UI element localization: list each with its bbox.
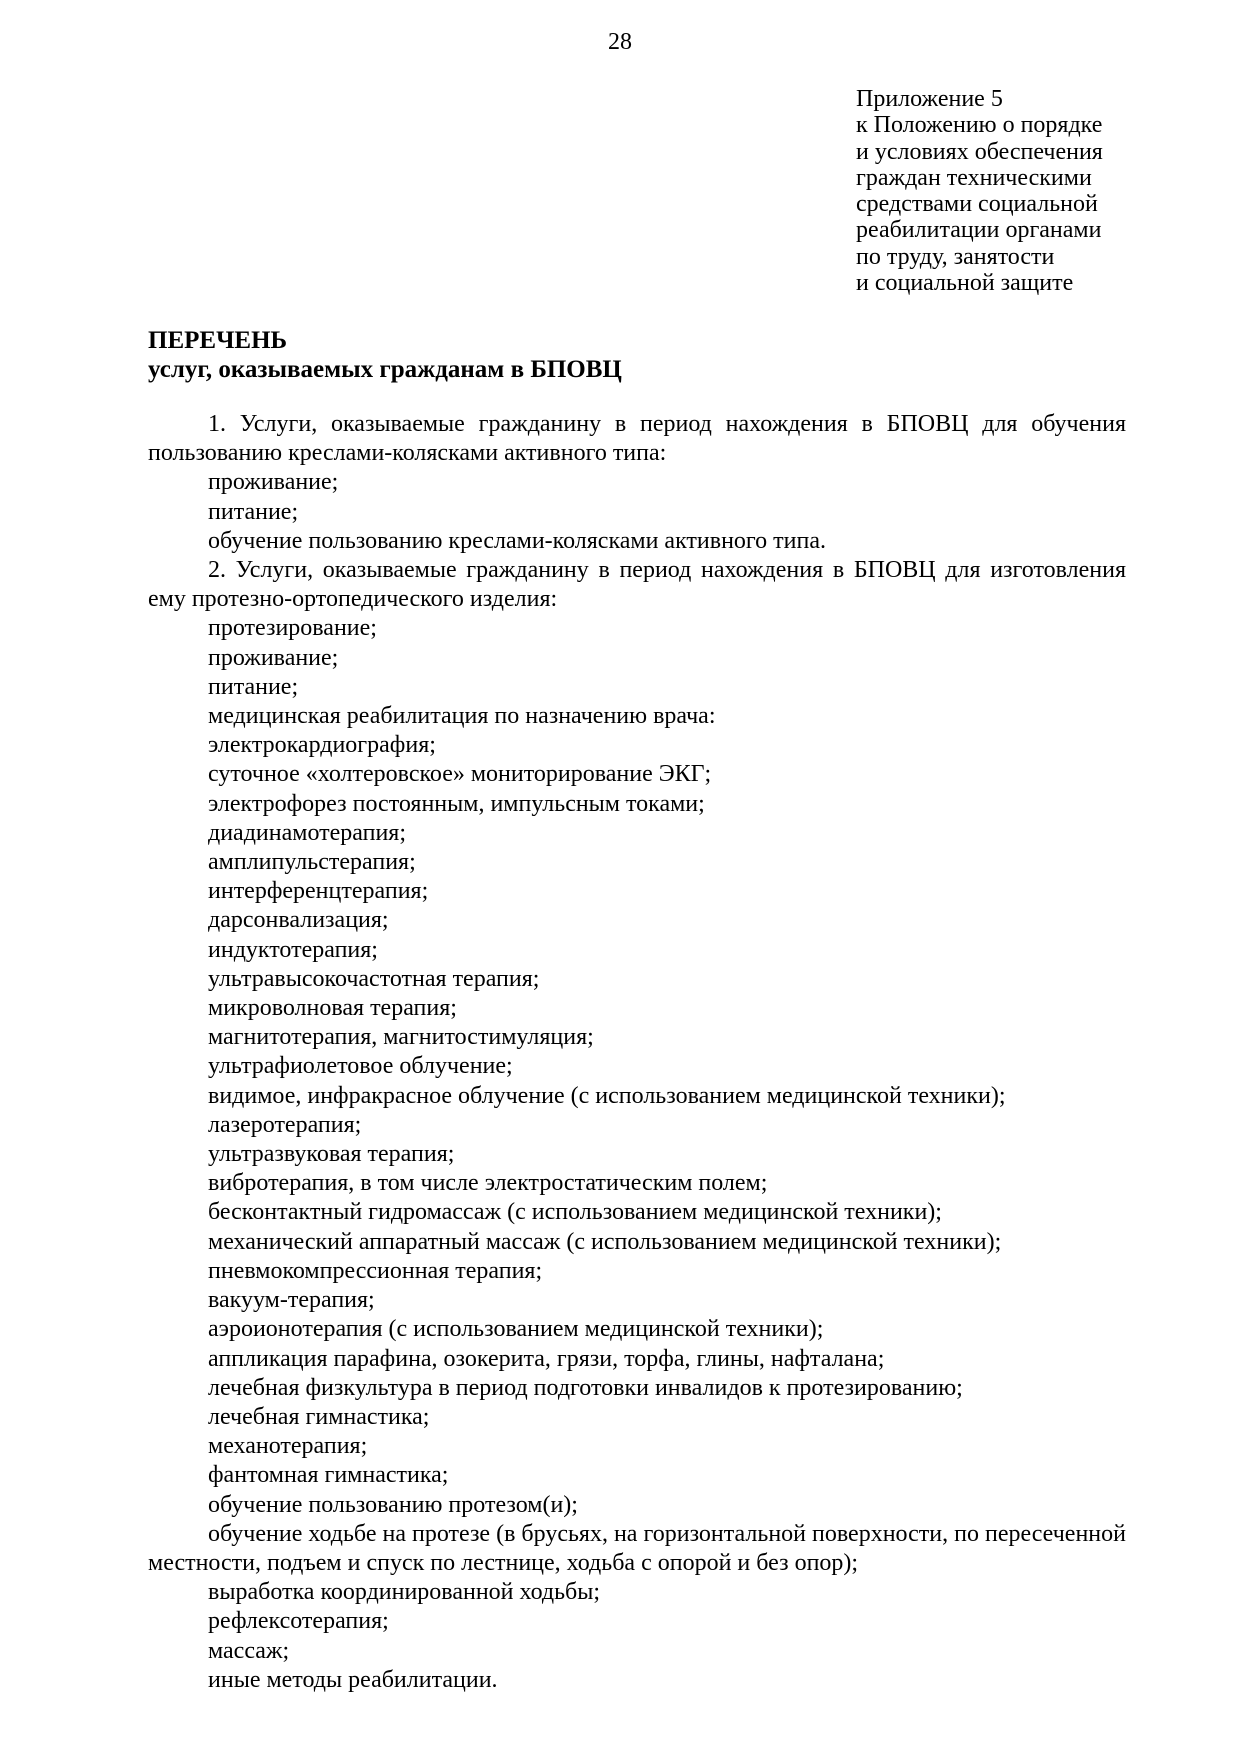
list-item: питание; [208, 498, 299, 525]
list-item: магнитотерапия, магнитостимуляция; [208, 1024, 594, 1051]
list-item: вакуум-терапия; [208, 1287, 375, 1314]
list-item: фантомная гимнастика; [208, 1462, 449, 1489]
list-item: обучение пользованию протезом(и); [208, 1491, 578, 1518]
list-item: интерференцтерапия; [208, 878, 429, 905]
list-item: аэроионотерапия (с использованием медицинской техники); [208, 1316, 824, 1343]
list-item: обучение пользованию креслами-колясками активного типа. [208, 527, 826, 554]
list-item: питание; [208, 673, 299, 700]
list-item: проживание; [208, 469, 339, 496]
list-item: ультрафиолетовое облучение; [208, 1053, 513, 1080]
list-item: ультравысокочастотная терапия; [208, 965, 540, 992]
appendix-line: граждан техническими [856, 164, 1092, 191]
list-item: диадинамотерапия; [208, 819, 406, 846]
list-item: механотерапия; [208, 1433, 368, 1460]
page-number: 28 [608, 29, 632, 55]
section-2-intro: 2. Услуги, оказываемые гражданину в период нахождения в БПОВЦ для изготовления ему протезно-ортопедического изделия: [148, 557, 1126, 613]
document-heading [148, 326, 1148, 384]
appendix-line: по труду, занятости [856, 243, 1055, 270]
section-2-list-continued [148, 1578, 1126, 1695]
list-item: пневмокомпрессионная терапия; [208, 1257, 543, 1284]
list-item: видимое, инфракрасное облучение (с использованием медицинской техники); [208, 1082, 1006, 1109]
list-item: лазеротерапия; [208, 1111, 362, 1138]
list-item: микроволновая терапия; [208, 995, 457, 1022]
list-item: механический аппаратный массаж (с использованием медицинской техники); [208, 1228, 1002, 1255]
list-item: вибротерапия, в том числе электростатическим полем; [208, 1170, 768, 1197]
list-item: рефлексотерапия; [208, 1608, 389, 1635]
appendix-reference [856, 86, 1216, 296]
list-item: массаж; [208, 1637, 290, 1664]
list-item: лечебная гимнастика; [208, 1403, 430, 1430]
document-title: ПЕРЕЧЕНЬ [148, 327, 288, 354]
list-item: проживание; [208, 644, 339, 671]
list-item: медицинская реабилитация по назначению врача: [208, 703, 716, 730]
section-2-list [148, 614, 1126, 1519]
list-item: лечебная физкультура в период подготовки инвалидов к протезированию; [208, 1374, 963, 1401]
appendix-line: реабилитации органами [856, 217, 1102, 244]
list-item: суточное «холтеровское» мониторирование ЭКГ; [208, 761, 712, 788]
appendix-line: Приложение 5 [856, 86, 1003, 112]
list-item: дарсонвализация; [208, 907, 389, 934]
list-item: иные методы реабилитации. [208, 1666, 498, 1693]
document-subtitle: услуг, оказываемых гражданам в БПОВЦ [148, 356, 622, 383]
appendix-line: средствами социальной [856, 191, 1098, 218]
appendix-line: и условиях обеспечения [856, 138, 1103, 165]
list-item: электрофорез постоянным, импульсным токами; [208, 790, 705, 817]
appendix-line: и социальной защите [856, 270, 1074, 297]
section-1-intro: 1. Услуги, оказываемые гражданину в период нахождения в БПОВЦ для обучения пользованию креслами-колясками активного типа: [148, 411, 1126, 467]
list-item: протезирование; [208, 615, 377, 642]
list-item: ультразвуковая терапия; [208, 1141, 455, 1168]
appendix-line: к Положению о порядке [856, 112, 1103, 139]
list-item: индуктотерапия; [208, 936, 378, 963]
document-body [148, 410, 1126, 1695]
list-item: амплипульстерапия; [208, 849, 416, 876]
list-item: электрокардиография; [208, 732, 436, 759]
list-item-walking-training: обучение ходьбе на протезе (в брусьях, на горизонтальной поверхности, по пересеченной местности, подъем и спуск по лестнице, ходьба с опорой и без опор); [148, 1520, 1126, 1576]
list-item: бесконтактный гидромассаж (с использованием медицинской техники); [208, 1199, 942, 1226]
list-item: аппликация парафина, озокерита, грязи, торфа, глины, нафталана; [208, 1345, 885, 1372]
list-item: выработка координированной ходьбы; [208, 1579, 601, 1606]
section-1-list [148, 468, 1126, 556]
